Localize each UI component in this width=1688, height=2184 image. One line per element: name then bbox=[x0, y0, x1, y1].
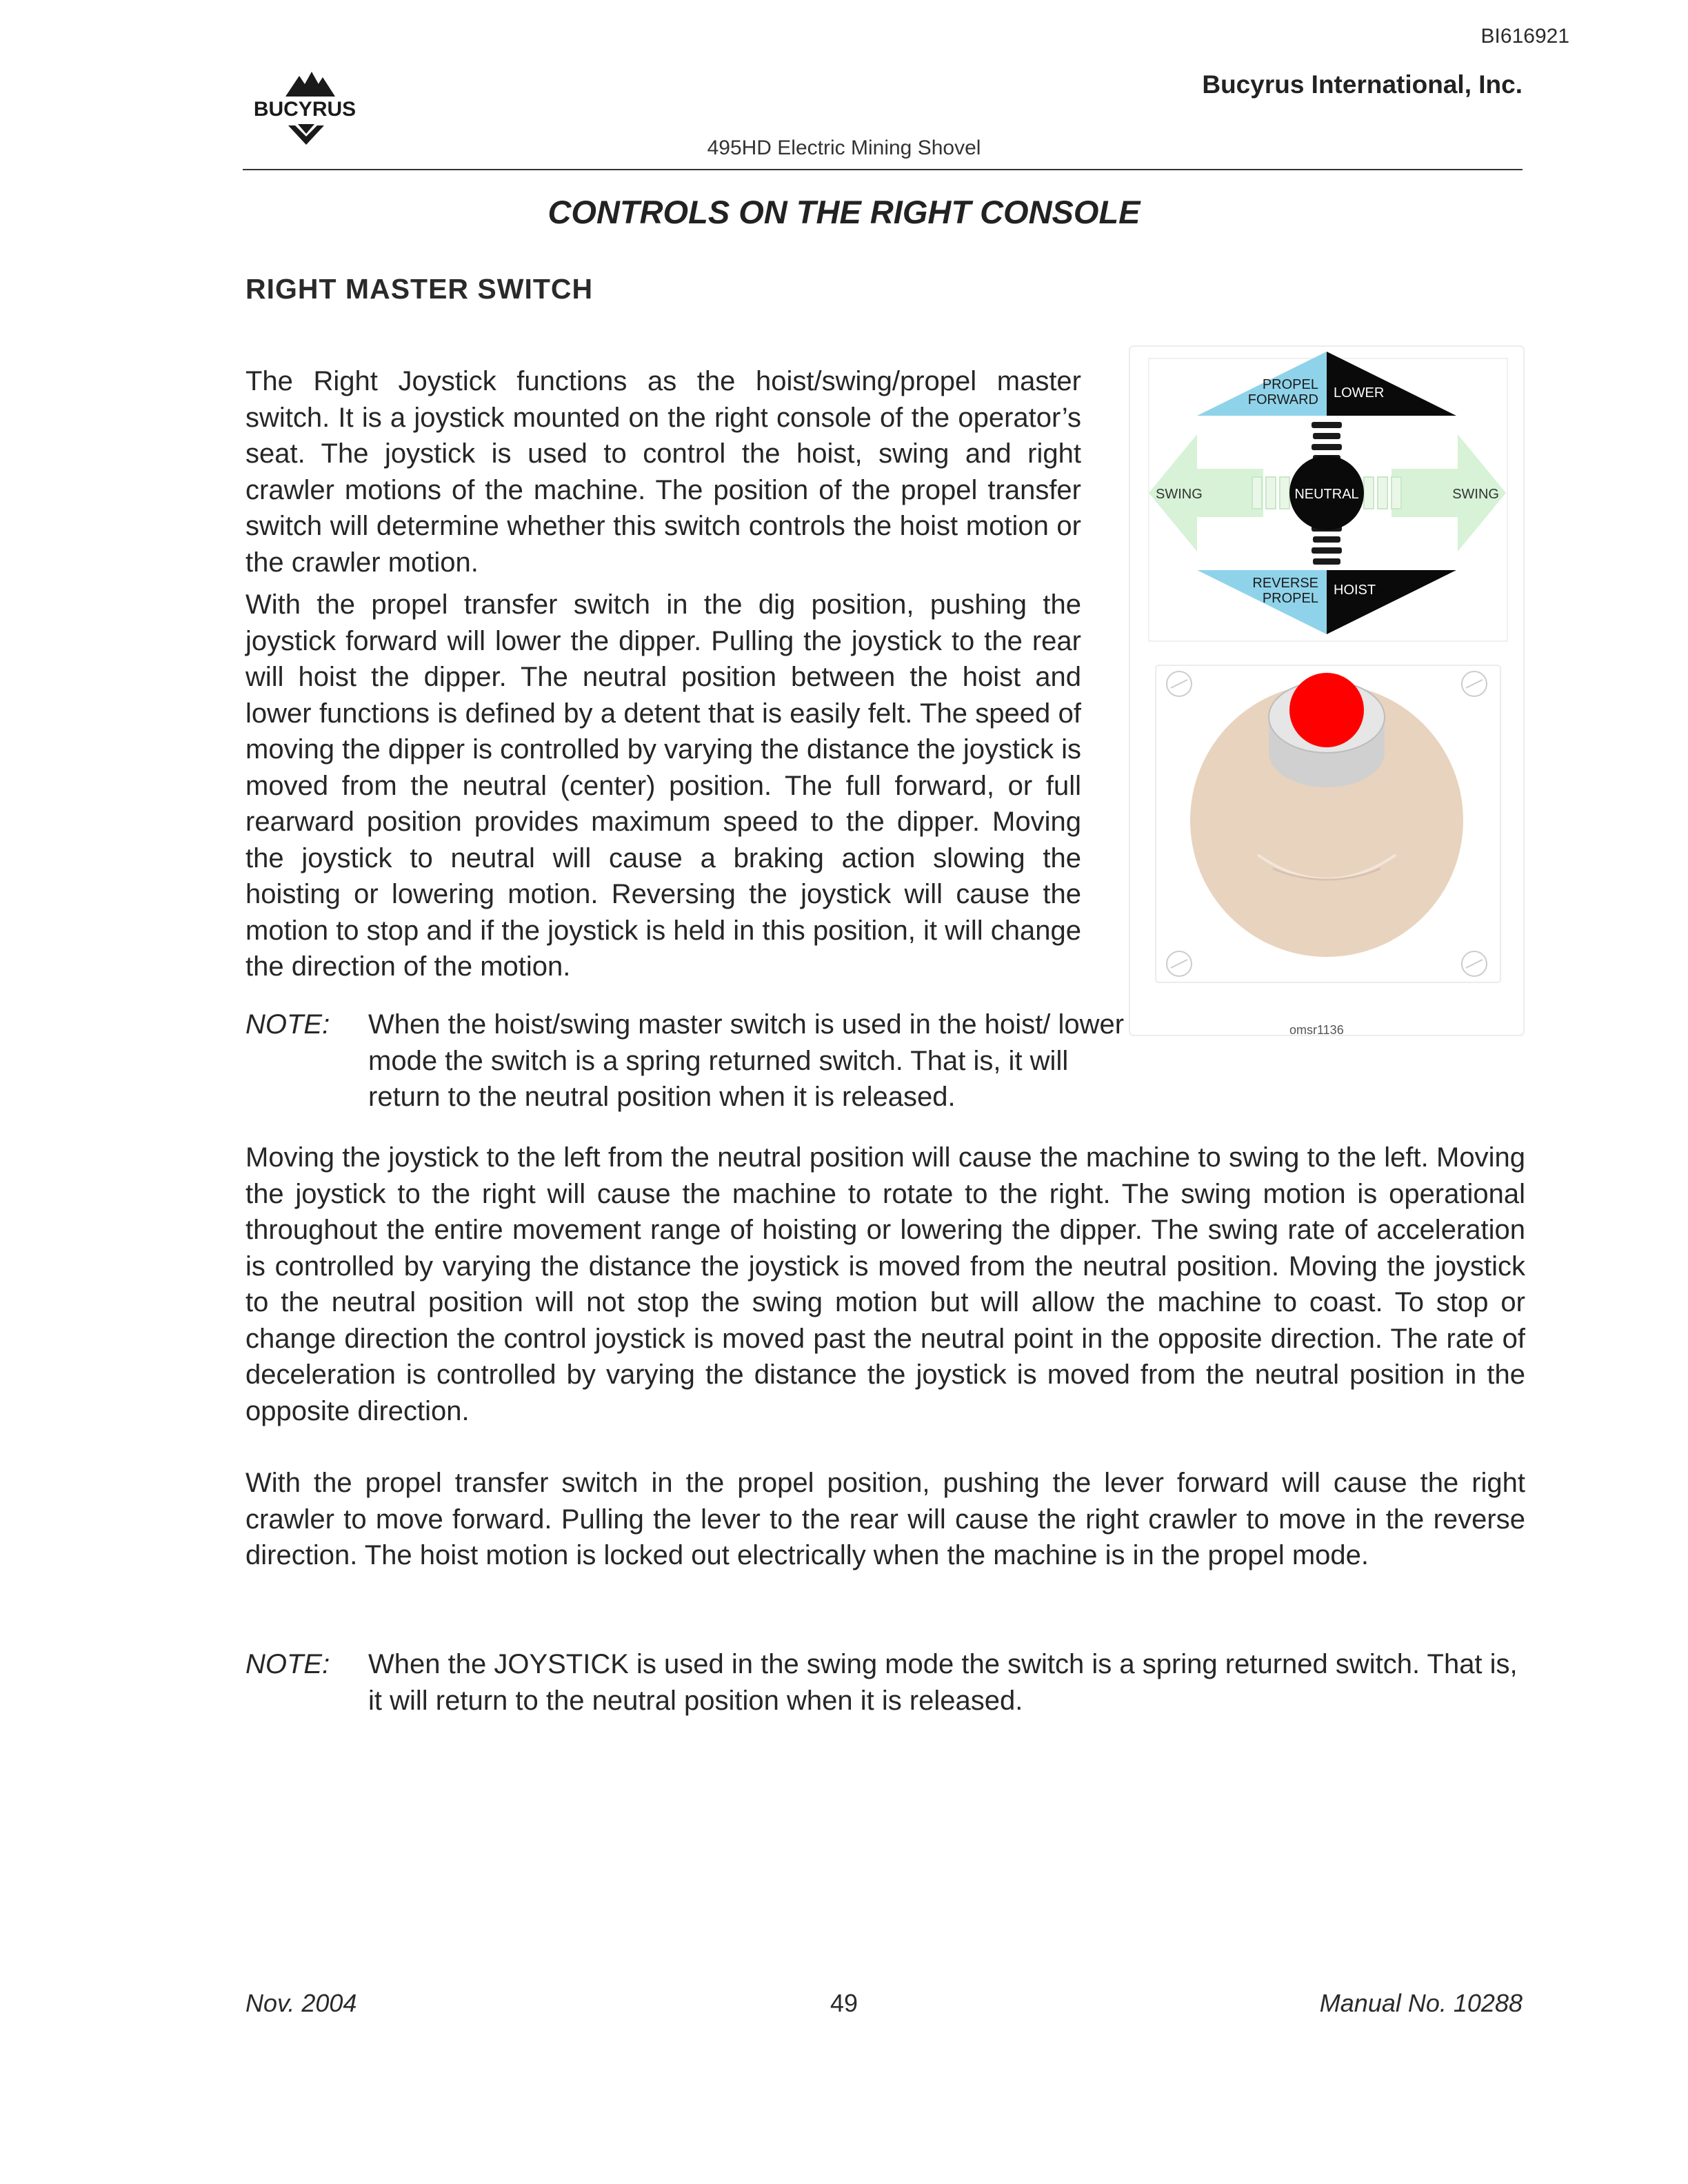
label-reverse: REVERSE bbox=[1252, 576, 1318, 591]
paragraph: The Right Joystick functions as the hoist/swing/propel master switch. It is a joystick mounted on the right console of the operator’s seat. The joystick is used to control the hoist, swing and right crawler motions of the machine. The position of the propel transfer switch will determine whether this switch controls the hoist motion or the crawler motion. bbox=[245, 366, 1081, 578]
logo-wordmark: BUCYRUS bbox=[253, 98, 356, 121]
label-hoist: HOIST bbox=[1334, 583, 1376, 598]
note-text: When the hoist/swing master switch is used in the hoist/ lower mode the switch is a spring returned switch. That is, it will return to the neutral position when it is released. bbox=[368, 1009, 1125, 1112]
note bbox=[245, 1007, 1128, 1124]
page-number: 49 bbox=[830, 1989, 858, 2017]
paragraph: With the propel transfer switch in the propel position, pushing the lever forward will cause the right crawler to move forward. Pulling the lever to the rear will cause the right crawler to move in the reverse direction. The hoist motion is locked out electrically when the machine is in the propel mode. bbox=[245, 1468, 1525, 1570]
note-label: NOTE: bbox=[245, 1009, 330, 1040]
header-divider bbox=[243, 169, 1523, 170]
paragraph: Moving the joystick to the left from the neutral position will cause the machine to swing to the left. Moving the joystick to the right will cause the machine to rotate to the right. The swing motion is operational throughout the entire movement range of hoisting or lowering the dipper. The swing rate of acceleration is controlled by varying the distance the joystick is moved from the neutral position. Moving the joystick to the neutral position will not stop the swing motion but will allow the machine to coast. To stop or change direction the control joystick is moved past the neutral point in the opposite direction. The rate of deceleration is controlled by varying the distance the joystick is moved from the neutral position in the opposite direction. bbox=[245, 1142, 1525, 1426]
label-swing-right: SWING bbox=[1452, 487, 1499, 502]
document-subtitle: 495HD Electric Mining Shovel bbox=[707, 136, 981, 159]
page-title: CONTROLS ON THE RIGHT CONSOLE bbox=[547, 194, 1141, 230]
section-heading: RIGHT MASTER SWITCH bbox=[245, 273, 594, 305]
figure-caption: omsr1136 bbox=[1289, 1023, 1344, 1037]
note-text: When the JOYSTICK is used in the swing mode the switch is a spring returned switch. That is, it will return to the neutral position when it is released. bbox=[368, 1649, 1518, 1716]
note-label: NOTE: bbox=[245, 1649, 330, 1679]
document-id: BI616921 bbox=[1480, 25, 1569, 48]
paragraph: With the propel transfer switch in the dig position, pushing the joystick forward will lower the dipper. Pulling the joystick to the rear will hoist the dipper. The neutral position between the hoist and lower functions is defined by a detent that is easily felt. The speed of moving the dipper is controlled by varying the distance the joystick is moved from the neutral (center) position. The full forward, or full rearward position provides maximum speed to the dipper. Moving the joystick to neutral will cause a braking action slowing the hoisting or lowering motion. Reversing the joystick will cause the motion to stop and if the joystick is held in this position, it will change the direction of the motion. bbox=[245, 589, 1081, 982]
label-forward: FORWARD bbox=[1247, 392, 1318, 407]
company-name: Bucyrus International, Inc. bbox=[1202, 70, 1523, 99]
joystick-diagram bbox=[1128, 331, 1525, 1051]
joystick-knob bbox=[1289, 673, 1364, 747]
manual-number: Manual No. 10288 bbox=[1319, 1989, 1523, 2017]
footer-date: Nov. 2004 bbox=[245, 1989, 357, 2017]
label-lower: LOWER bbox=[1334, 385, 1385, 401]
note bbox=[245, 1646, 1525, 1722]
label-propel: PROPEL bbox=[1262, 377, 1318, 392]
label-swing-left: SWING bbox=[1156, 487, 1203, 502]
label-neutral: NEUTRAL bbox=[1294, 487, 1359, 502]
label-reverse-propel: PROPEL bbox=[1262, 591, 1318, 606]
